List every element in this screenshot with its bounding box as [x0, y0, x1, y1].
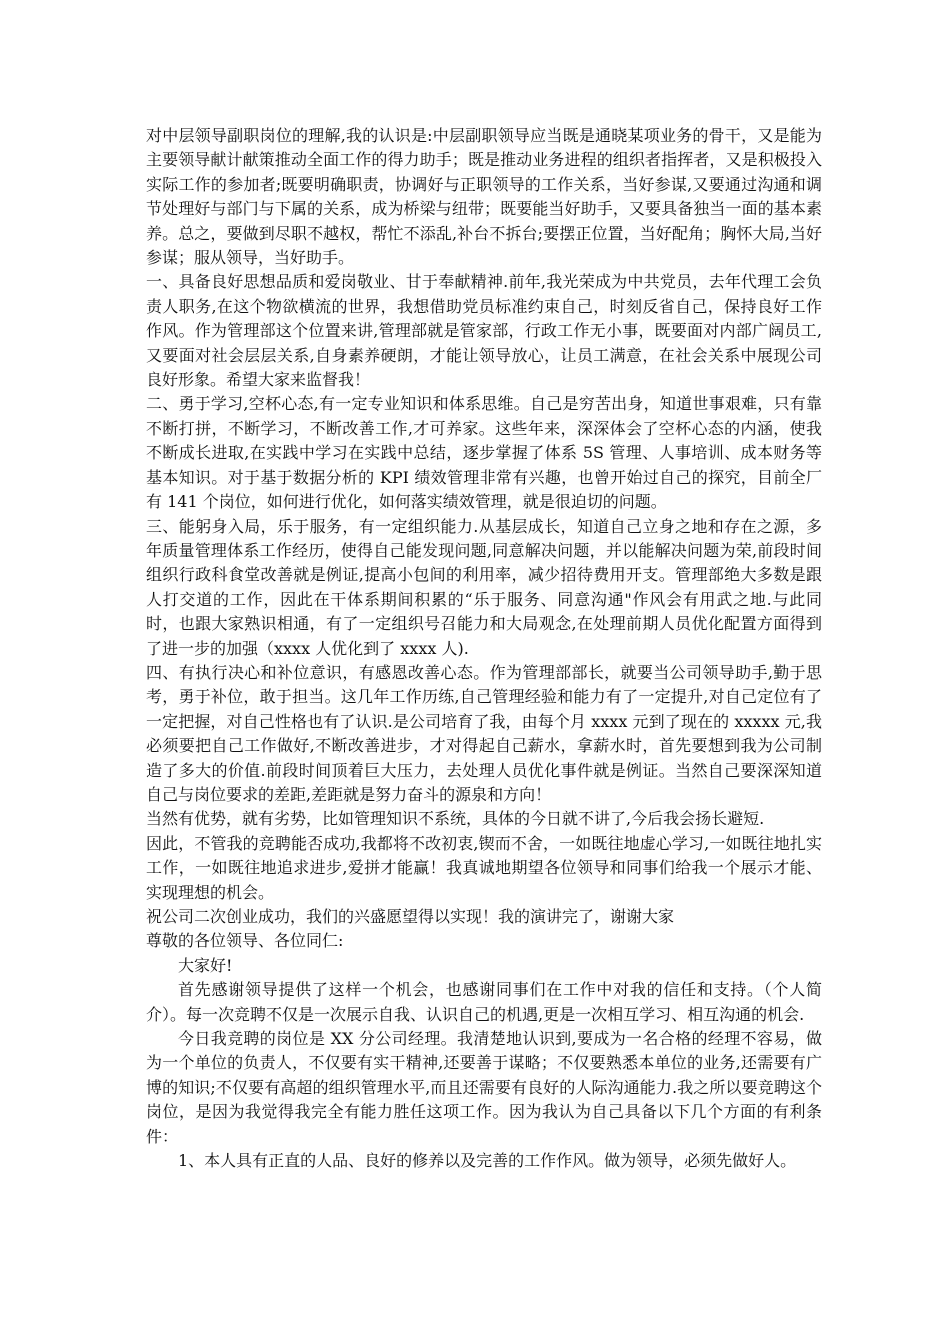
paragraph-point-four: 四、有执行决心和补位意识，有感恩改善心态。作为管理部部长，就要当公司领导助手,勤于思考，勇于补位，敢于担当。这几年工作历练,自己管理经验和能力有了一定提升,对自己定位有了一定把握，对自己性格也有了认识.是公司培育了我，由每个月 xxxx 元到了现在的 xxxxx 元,我必须要把自己工作做好,不断改善进步，才对得起自己薪水，拿薪水时，首先要想到我为公司制造了多大的价值.前段时间顶着巨大压力，去处理人员优化事件就是例证。当然自己要深深知道自己与岗位要求的差距,差距就是努力奋斗的源泉和方向！: [146, 662, 822, 804]
paragraph-position: 今日我竞聘的岗位是 XX 分公司经理。我清楚地认识到,要成为一名合格的经理不容易，做为一个单位的负责人，不仅要有实干精神,还要善于谋略；不仅要熟悉本单位的业务,还需要有广博的知识;不仅要有高超的组织管理水平,而且还需要有良好的人际沟通能力.我之所以要竞聘这个岗位，是因为我觉得我完全有能力胜任这项工作。因为我认为自己具备以下几个方面的有利条件：: [146, 1029, 822, 1146]
paragraph-thanks: 首先感谢领导提供了这样一个机会，也感谢同事们在工作中对我的信任和支持。（个人简介）。每一次竞聘不仅是一次展示自我、认识自己的机遇,更是一次相互学习、相互沟通的机会.: [146, 980, 822, 1024]
paragraph-point-one: 一、具备良好思想品质和爱岗敬业、甘于奉献精神.前年,我光荣成为中共党员，去年代理工会负责人职务,在这个物欲横流的世界，我想借助党员标准约束自己，时刻反省自己，保持良好工作作风。作为管理部这个位置来讲,管理部就是管家部，行政工作无小事，既要面对内部广阔员工,又要面对社会层层关系,自身素养硬朗，才能让领导放心，让员工满意，在社会关系中展现公司良好形象。希望大家来监督我！: [146, 272, 822, 390]
document-body: [146, 124, 822, 1173]
paragraph-greeting: 大家好!: [178, 955, 233, 975]
paragraph-closing: 祝公司二次创业成功，我们的兴盛愿望得以实现！我的演讲完了，谢谢大家: [146, 907, 675, 926]
paragraph-point-three: 三、能躬身入局，乐于服务，有一定组织能力.从基层成长，知道自己立身之地和存在之源，多年质量管理体系工作经历，使得自己能发现问题,同意解决问题，并以能解决问题为荣,前段时间组织行政科食堂改善就是例证,提高小包间的利用率，减少招待费用开支。管理部绝大多数是跟人打交道的工作，因此在干体系期间积累的“乐于服务、同意沟通"作风会有用武之地.与此同时，也跟大家熟识相通，有了一定组织号召能力和大局观念,在处理前期人员优化配置方面得到了进一步的加强（xxxx 人优化到了 xxxx 人).: [146, 516, 822, 658]
paragraph-salutation: 尊敬的各位领导、各位同仁:: [146, 931, 344, 951]
paragraph-weakness: 当然有优势，就有劣势，比如管理知识不系统，具体的今日就不讲了,今后我会扬长避短.: [146, 809, 765, 829]
paragraph-condition-one: 1、本人具有正直的人品、良好的修养以及完善的工作作风。做为领导，必须先做好人。: [178, 1151, 797, 1171]
paragraph-conclusion: 因此，不管我的竞聘能否成功,我都将不改初衷,锲而不舍，一如既往地虚心学习,一如既往地扎实工作，一如既往地追求进步,爱拼才能赢！我真诚地期望各位领导和同事们给我一个展示才能、实现理想的机会。: [146, 833, 822, 902]
paragraph-understanding: 对中层领导副职岗位的理解,我的认识是:中层副职领导应当既是通晓某项业务的骨干，又是能为主要领导献计献策推动全面工作的得力助手；既是推动业务进程的组织者指挥者，又是积极投入实际工作的参加者;既要明确职责，协调好与正职领导的工作关系，当好参谋,又要通过沟通和调节处理好与部门与下属的关系，成为桥梁与纽带；既要能当好助手，又要具备独当一面的基本素养。总之，要做到尽职不越权，帮忙不添乱,补台不拆台;要摆正位置，当好配角；胸怀大局,当好参谋；服从领导，当好助手。: [146, 126, 822, 268]
paragraph-point-two: 二、勇于学习,空杯心态,有一定专业知识和体系思维。自己是穷苦出身，知道世事艰难，只有靠不断打拼，不断学习，不断改善工作,才可养家。这些年来，深深体会了空杯心态的内涵，使我不断成长进取,在实践中学习在实践中总结，逐步掌握了体系 5S 管理、人事培训、成本财务等基本知识。对于基于数据分析的 KPI 绩效管理非常有兴趣，也曾开始过自己的探究，目前全厂有 141 个岗位，如何进行优化，如何落实绩效管理，就是很迫切的问题。: [146, 394, 822, 512]
